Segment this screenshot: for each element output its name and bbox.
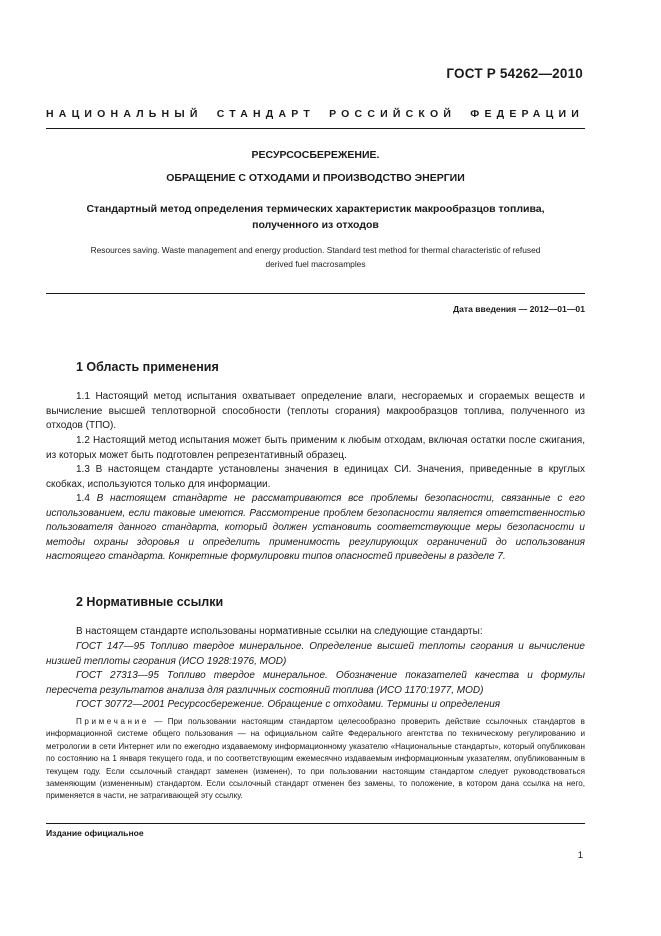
bottom-divider [46, 823, 585, 824]
official-edition-label: Издание официальное [46, 828, 144, 838]
page-number: 1 [577, 850, 583, 861]
paragraph-1-4-number: 1.4 [76, 493, 97, 504]
top-divider [46, 128, 585, 129]
title-line-3 [46, 201, 585, 233]
introduction-date: Дата введения — 2012—01—01 [452, 304, 585, 314]
paragraph-1-4 [46, 492, 585, 565]
note-paragraph [46, 716, 585, 803]
title-line-3a: Стандартный метод определения термических характеристик макрообразцов топлива, [86, 203, 545, 215]
reference-gost-27313: ГОСТ 27313—95 Топливо твердое минеральное. Обозначение показателей качества и формулы пересчета результатов анализа для различных состояний топлива (ИСО 1170:1977, MOD) [46, 670, 585, 696]
english-title [46, 244, 585, 271]
references-intro: В настоящем стандарте использованы нормативные ссылки на следующие стандарты: [76, 626, 483, 637]
paragraph-1-2: 1.2 Настоящий метод испытания может быть применим к любым отходам, включая остатки после сжигания, из которых может быть подготовлен репрезентативный образец. [46, 435, 585, 461]
banner-word: НАЦИОНАЛЬНЫЙ [46, 108, 203, 120]
english-title-a: Resources saving. Waste management and energy production. Standard test method for thermal characteristic of refused [90, 245, 541, 255]
paragraph-1-3: 1.3 В настоящем стандарте установлены значения в единицах СИ. Значения, приведенные в круглых скобках, используются только для информации. [46, 464, 585, 490]
reference-gost-147: ГОСТ 147—95 Топливо твердое минеральное. Определение высшей теплоты сгорания и вычисление низшей теплоты сгорания (ИСО 1928:1976, MOD) [46, 641, 585, 667]
banner-word: ФЕДЕРАЦИИ [470, 108, 584, 120]
standard-code: ГОСТ Р 54262—2010 [446, 66, 583, 81]
section-2-heading: 2 Нормативные ссылки [76, 595, 224, 609]
middle-divider [46, 293, 585, 294]
title-line-3b: полученного из отходов [252, 219, 379, 231]
english-title-b: derived fuel macrosamples [265, 258, 366, 269]
paragraph-1-1: 1.1 Настоящий метод испытания охватывает определение влаги, несгораемых и сгораемых веществ и вычисление высшей теплотворной способности (теплоты сгорания) макрообразцов топлива, полученного из отходов (ТПО). [46, 391, 585, 432]
note-label: Примечание [76, 717, 149, 726]
banner-word: РОССИЙСКОЙ [329, 108, 457, 120]
reference-gost-30772: ГОСТ 30772—2001 Ресурсосбережение. Обращение с отходами. Термины и определения [76, 699, 501, 710]
title-line-1: РЕСУРСОСБЕРЕЖЕНИЕ. [251, 149, 380, 161]
section-1-heading: 1 Область применения [76, 360, 219, 374]
paragraph-1-4-text: В настоящем стандарте не рассматриваются все проблемы безопасности, связанные с его использованием, если таковые имеются. Рассмотрение проблем безопасности является ответственностью пользователя данного стандарта, который должен установить соответствующие меры безопасности и методы охраны здоровья и определить применимость регулирующих ограничений до использования настоящего стандарта. Конкретные формулировки типов опасностей приведены в разделе 7. [46, 493, 585, 563]
note-text: — При пользовании настоящим стандартом целесообразно проверить действие ссылочных стандартов в информационной системе общего пользования — на официальном сайте Федерального агентства по техническому регулированию и метрологии в сети Интернет или по ежегодно издаваемому информационному указателю «Национальные стандарты», который опубликован по состоянию на 1 января текущего года, и по соответствующим ежемесячно издаваемым информационным указателям, опубликованным в текущем году. Если ссылочный стандарт заменен (изменен), то при пользовании настоящим стандартом следует руководствоваться заменяющим (измененным) стандартом. Если ссылочный стандарт отменен без замены, то положение, в котором дана ссылка на него, применяется в части, не затрагивающей эту ссылку. [46, 717, 585, 801]
title-line-2: ОБРАЩЕНИЕ С ОТХОДАМИ И ПРОИЗВОДСТВО ЭНЕРГИИ [166, 172, 465, 184]
national-standard-banner [46, 108, 584, 120]
banner-word: СТАНДАРТ [216, 108, 315, 120]
